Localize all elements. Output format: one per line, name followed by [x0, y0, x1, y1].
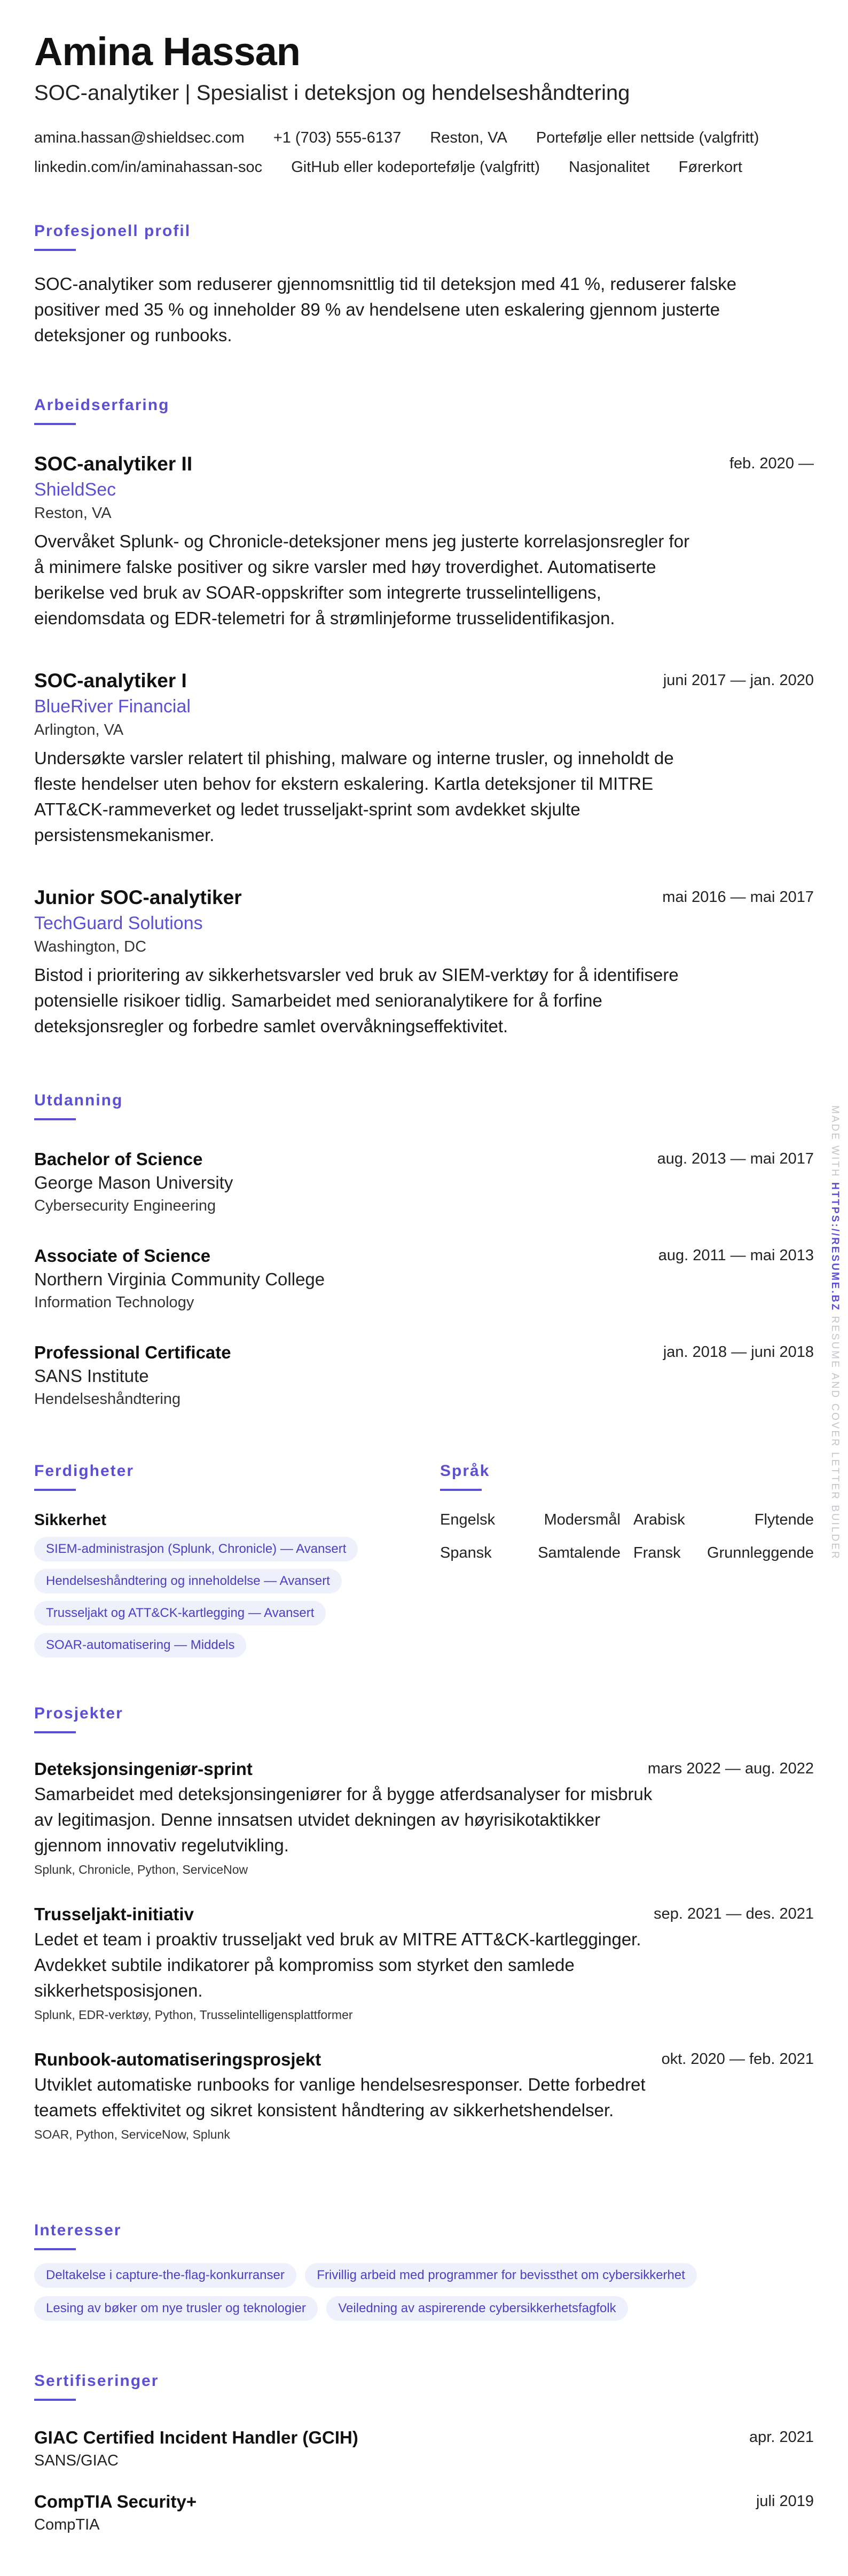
section-title-profile: Profesjonell profil	[34, 222, 191, 240]
candidate-headline: SOC-analytiker | Spesialist i deteksjon og hendelseshåndtering	[34, 81, 630, 105]
language-name: Engelsk	[440, 1511, 496, 1528]
project-entry	[34, 2049, 814, 2142]
section-title-certifications: Sertifiseringer	[34, 2372, 159, 2390]
project-date: sep. 2021 — des. 2021	[654, 1905, 814, 1922]
education-date: jan. 2018 — juni 2018	[663, 1344, 814, 1361]
certification-date: juli 2019	[756, 2493, 814, 2510]
project-description: Samarbeidet med deteksjonsingeniører for å bygge atferdsanalyser for misbruk av legitimasjon. Denne innsatsen utvidet dekningen av høyrisikotaktikker gjennom innovativ regelutvikling.	[34, 1784, 653, 1855]
job-description: Undersøkte varsler relatert til phishing, malware og interne trusler, og inneholdt de fleste hendelser uten behov for ekstern eskalering. Kartla deteksjoner til MITRE ATT&CK-rammeverket og ledet trusseljakt-sprint som avdekket skjulte persistensmekanismer.	[34, 748, 674, 845]
education-degree: Bachelor of Science	[34, 1149, 203, 1169]
job-description: Overvåket Splunk- og Chronicle-deteksjoner mens jeg justerte korrelasjonsregler for å minimere falske positiver og sikre varsler med høy troverdighet. Automatiserte berikelse ved bruk av SOAR-oppskrifter som integrerte trusselintelligens, eiendomsdata og EDR-telemetri for å strømlinjeforme trusselidentifikasjon.	[34, 531, 690, 628]
made-with-watermark	[829, 1105, 841, 1560]
contact-phone[interactable]: +1 (703) 555-6137	[273, 129, 402, 146]
watermark-link[interactable]: HTTPS://RESUME.BZ	[829, 1182, 841, 1312]
education-entry	[34, 1246, 814, 1311]
education-area: Hendelseshåndtering	[34, 1391, 181, 1408]
section-rule	[34, 1731, 76, 1733]
skill-chip: SIEM-administrasjon (Splunk, Chronicle) — Avansert	[34, 1537, 358, 1561]
education-school: SANS Institute	[34, 1366, 149, 1386]
interest-chip: Lesing av bøker om nye trusler og teknologier	[34, 2296, 318, 2321]
contact-drivers-license: Førerkort	[678, 159, 742, 176]
education-entry	[34, 1342, 814, 1408]
section-rule	[34, 423, 76, 425]
section-title-projects: Prosjekter	[34, 1705, 123, 1722]
section-rule	[34, 249, 76, 251]
contact-portfolio[interactable]: Portefølje eller nettside (valgfritt)	[536, 129, 759, 146]
job-company: TechGuard Solutions	[34, 913, 203, 933]
job-company: ShieldSec	[34, 480, 116, 500]
project-name: Trusseljakt-initiativ	[34, 1904, 194, 1924]
language-level: Modersmål	[544, 1511, 621, 1528]
project-entry	[34, 1759, 814, 1877]
project-description: Ledet et team i proaktiv trusseljakt ved bruk av MITRE ATT&CK-kartlegginger. Avdekket subtile indikatorer på kompromiss som styrket den samlede sikkerhetsposisjonen.	[34, 1929, 641, 2000]
certification-issuer: CompTIA	[34, 2516, 100, 2533]
job-title: Junior SOC-analytiker	[34, 886, 242, 908]
contact-location: Reston, VA	[430, 129, 507, 146]
job-company: BlueRiver Financial	[34, 696, 191, 717]
certification-entry	[34, 2492, 814, 2534]
job-title: SOC-analytiker I	[34, 670, 187, 692]
skill-chip: Trusseljakt og ATT&CK-kartlegging — Avansert	[34, 1601, 326, 1625]
job-location: Washington, DC	[34, 938, 147, 955]
interest-chip: Veiledning av aspirerende cybersikkerhetsfagfolk	[326, 2296, 627, 2321]
project-entry	[34, 1904, 814, 2022]
education-area: Cybersecurity Engineering	[34, 1197, 216, 1214]
certification-name: GIAC Certified Incident Handler (GCIH)	[34, 2428, 358, 2447]
job-location: Reston, VA	[34, 505, 112, 522]
section-title-skills: Ferdigheter	[34, 1462, 135, 1480]
watermark-suffix: RESUME AND COVER LETTER BUILDER	[829, 1316, 841, 1560]
education-date: aug. 2013 — mai 2017	[657, 1150, 814, 1167]
language-name: Fransk	[633, 1544, 681, 1561]
language-level: Samtalende	[538, 1544, 621, 1561]
section-title-interests: Interesser	[34, 2221, 122, 2239]
education-degree: Associate of Science	[34, 1246, 211, 1266]
job-date: juni 2017 — jan. 2020	[663, 672, 814, 689]
contact-linkedin[interactable]: linkedin.com/in/aminahassan-soc	[34, 159, 263, 176]
project-keywords: SOAR, Python, ServiceNow, Splunk	[34, 2127, 230, 2141]
skill-chip: SOAR-automatisering — Middels	[34, 1633, 246, 1658]
education-date: aug. 2011 — mai 2013	[658, 1247, 814, 1264]
education-entry	[34, 1149, 814, 1215]
language-level: Grunnleggende	[707, 1544, 814, 1561]
section-rule	[34, 2248, 76, 2250]
job-title: SOC-analytiker II	[34, 453, 193, 475]
job-description: Bistod i prioritering av sikkerhetsvarsler ved bruk av SIEM-verktøy for å identifisere potensielle risikoer tidlig. Samarbeidet med senioranalytikere for å forfine deteksjonsregler og forbedre samlet overvåkningseffektivitet.	[34, 965, 679, 1036]
watermark-prefix: MADE WITH	[829, 1105, 841, 1178]
skill-group	[34, 1511, 408, 1658]
education-school: George Mason University	[34, 1173, 233, 1192]
education-school: Northern Virginia Community College	[34, 1269, 325, 1289]
contact-row-1	[34, 129, 783, 147]
language-level: Flytende	[754, 1511, 814, 1528]
skill-chips	[34, 1537, 408, 1658]
project-keywords: Splunk, EDR-verktøy, Python, Trusselintelligensplattformer	[34, 2008, 353, 2022]
certification-issuer: SANS/GIAC	[34, 2452, 119, 2469]
section-rule	[34, 2399, 76, 2401]
section-title-education: Utdanning	[34, 1091, 123, 1109]
contact-row-2	[34, 159, 767, 176]
language-name: Arabisk	[633, 1511, 685, 1528]
interest-chip: Frivillig arbeid med programmer for bevissthet om cybersikkerhet	[305, 2263, 697, 2288]
contact-github[interactable]: GitHub eller kodeportefølje (valgfritt)	[291, 159, 540, 176]
project-description: Utviklet automatiske runbooks for vanlige hendelsesresponser. Dette forbedret teamets effektivitet og sikret konsistent håndtering av sikkerhetshendelser.	[34, 2075, 646, 2120]
project-name: Runbook-automatiseringsprosjekt	[34, 2049, 321, 2069]
interest-chip: Deltakelse i capture-the-flag-konkurranser	[34, 2263, 296, 2288]
experience-entry	[34, 886, 814, 1039]
profile-summary: SOC-analytiker som reduserer gjennomsnittlig tid til deteksjon med 41 %, reduserer falske positiver med 35 % og inneholder 89 % av hendelsene uten eskalering gjennom justerte deteksjoner og runbooks.	[34, 274, 737, 345]
job-date: mai 2016 — mai 2017	[662, 889, 814, 906]
job-location: Arlington, VA	[34, 721, 124, 739]
certification-date: apr. 2021	[749, 2429, 814, 2446]
project-date: mars 2022 — aug. 2022	[647, 1760, 814, 1777]
education-degree: Professional Certificate	[34, 1342, 231, 1362]
section-rule	[34, 1489, 76, 1491]
section-rule	[440, 1489, 482, 1491]
skill-chip: Hendelseshåndtering og inneholdelse — Avansert	[34, 1569, 342, 1593]
skill-group-name: Sikkerhet	[34, 1511, 107, 1529]
job-date: feb. 2020 —	[729, 455, 814, 472]
section-rule	[34, 1118, 76, 1120]
certification-name: CompTIA Security+	[34, 2492, 197, 2511]
experience-entry	[34, 670, 814, 848]
project-date: okt. 2020 — feb. 2021	[661, 2051, 814, 2068]
experience-entry	[34, 453, 814, 631]
contact-email[interactable]: amina.hassan@shieldsec.com	[34, 129, 245, 146]
section-title-experience: Arbeidserfaring	[34, 396, 170, 414]
project-keywords: Splunk, Chronicle, Python, ServiceNow	[34, 1863, 248, 1876]
interests-list	[34, 2263, 814, 2329]
language-name: Spansk	[440, 1544, 492, 1561]
education-area: Information Technology	[34, 1294, 194, 1311]
certification-entry	[34, 2428, 814, 2470]
contact-nationality: Nasjonalitet	[569, 159, 650, 176]
candidate-name: Amina Hassan	[34, 29, 300, 74]
project-name: Deteksjonsingeniør-sprint	[34, 1759, 253, 1779]
section-title-languages: Språk	[440, 1462, 490, 1480]
